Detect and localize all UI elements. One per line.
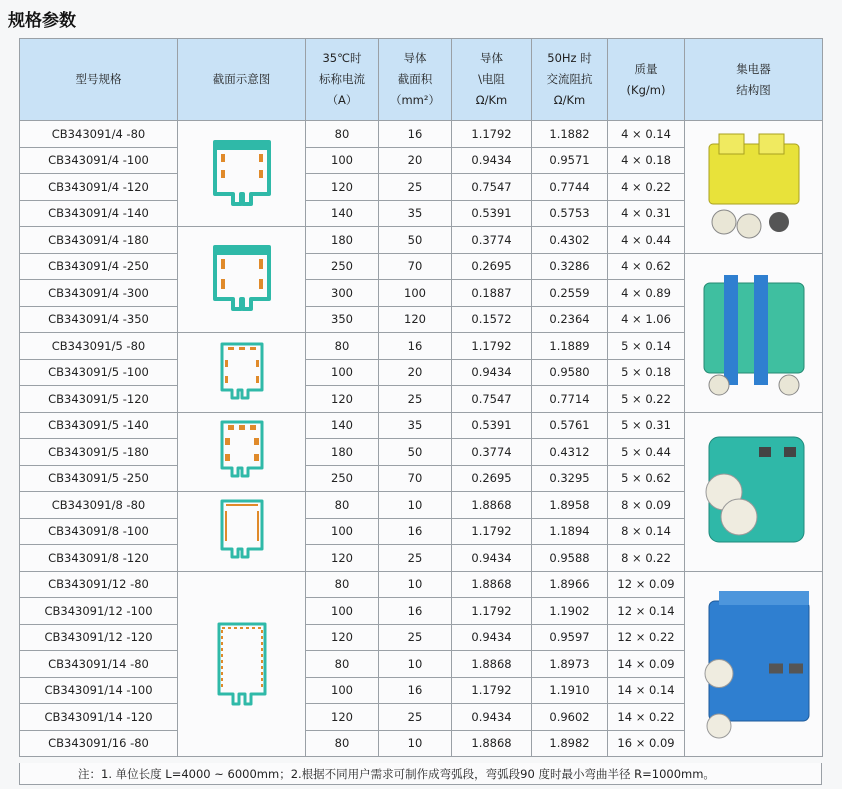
cell-current: 140 xyxy=(306,412,379,439)
cell-impedance: 1.1882 xyxy=(532,121,608,148)
table-row xyxy=(20,571,823,598)
cell-area: 10 xyxy=(379,571,452,598)
cell-model: CB343091/12 -120 xyxy=(20,624,178,651)
cell-area: 25 xyxy=(379,386,452,413)
cell-current: 80 xyxy=(306,121,379,148)
cell-model: CB343091/5 -100 xyxy=(20,359,178,386)
rail-section-multi-icon xyxy=(207,616,277,712)
cell-mass: 4 × 0.89 xyxy=(608,280,685,307)
cell-impedance: 0.3286 xyxy=(532,253,608,280)
cell-mass: 5 × 0.44 xyxy=(608,439,685,466)
collector-yellow-icon xyxy=(689,129,819,244)
cell-current: 120 xyxy=(306,624,379,651)
cell-resistance: 1.1792 xyxy=(452,518,532,545)
cell-area: 70 xyxy=(379,253,452,280)
cell-impedance: 0.9602 xyxy=(532,704,608,731)
cell-section-diagram xyxy=(178,333,306,413)
cell-current: 80 xyxy=(306,651,379,678)
cell-resistance: 0.7547 xyxy=(452,174,532,201)
cell-impedance: 1.8973 xyxy=(532,651,608,678)
cell-resistance: 0.2695 xyxy=(452,465,532,492)
cell-impedance: 1.1902 xyxy=(532,598,608,625)
cell-impedance: 0.9571 xyxy=(532,147,608,174)
cell-area: 16 xyxy=(379,518,452,545)
cell-area: 16 xyxy=(379,333,452,360)
cell-model: CB343091/12 -80 xyxy=(20,571,178,598)
cell-mass: 5 × 0.22 xyxy=(608,386,685,413)
cell-resistance: 0.9434 xyxy=(452,704,532,731)
cell-resistance: 0.9434 xyxy=(452,359,532,386)
table-header-row xyxy=(20,39,823,121)
cell-mass: 14 × 0.14 xyxy=(608,677,685,704)
cell-impedance: 1.1910 xyxy=(532,677,608,704)
cell-model: CB343091/12 -100 xyxy=(20,598,178,625)
cell-mass: 5 × 0.18 xyxy=(608,359,685,386)
cell-current: 120 xyxy=(306,545,379,572)
cell-model: CB343091/5 -140 xyxy=(20,412,178,439)
cell-collector-image xyxy=(685,571,823,757)
cell-model: CB343091/16 -80 xyxy=(20,730,178,757)
cell-impedance: 1.1889 xyxy=(532,333,608,360)
cell-impedance: 0.7744 xyxy=(532,174,608,201)
cell-mass: 14 × 0.09 xyxy=(608,651,685,678)
spec-table xyxy=(19,38,823,757)
cell-area: 120 xyxy=(379,306,452,333)
cell-section-diagram xyxy=(178,227,306,333)
cell-model: CB343091/4 -300 xyxy=(20,280,178,307)
cell-mass: 12 × 0.22 xyxy=(608,624,685,651)
cell-model: CB343091/14 -120 xyxy=(20,704,178,731)
rail-section-4-small-icon xyxy=(207,134,277,214)
cell-area: 16 xyxy=(379,598,452,625)
cell-mass: 5 × 0.14 xyxy=(608,333,685,360)
cell-model: CB343091/4 -100 xyxy=(20,147,178,174)
header-model: 型号规格 xyxy=(20,39,178,121)
cell-current: 140 xyxy=(306,200,379,227)
cell-current: 80 xyxy=(306,730,379,757)
cell-resistance: 1.8868 xyxy=(452,571,532,598)
cell-mass: 8 × 0.22 xyxy=(608,545,685,572)
cell-resistance: 1.1792 xyxy=(452,677,532,704)
footnote: 注：1. 单位长度 L=4000 ~ 6000mm；2.根据不同用户需求可制作成弯弧段，弯弧段90 度时最小弯曲半径 R=1000mm。 xyxy=(19,763,822,785)
cell-section-diagram xyxy=(178,571,306,757)
cell-current: 100 xyxy=(306,677,379,704)
cell-area: 25 xyxy=(379,545,452,572)
cell-section-diagram xyxy=(178,492,306,572)
cell-resistance: 0.3774 xyxy=(452,439,532,466)
header-section: 截面示意图 xyxy=(178,39,306,121)
cell-resistance: 0.5391 xyxy=(452,412,532,439)
cell-mass: 4 × 0.44 xyxy=(608,227,685,254)
cell-current: 120 xyxy=(306,386,379,413)
collector-blue-icon xyxy=(689,581,819,746)
cell-mass: 5 × 0.62 xyxy=(608,465,685,492)
cell-impedance: 0.9597 xyxy=(532,624,608,651)
cell-resistance: 1.8868 xyxy=(452,730,532,757)
cell-current: 300 xyxy=(306,280,379,307)
cell-section-diagram xyxy=(178,412,306,492)
cell-impedance: 1.8958 xyxy=(532,492,608,519)
header-impedance: 50Hz 时 交流阻抗 Ω/Km xyxy=(532,39,608,121)
cell-collector-image xyxy=(685,253,823,412)
cell-mass: 8 × 0.14 xyxy=(608,518,685,545)
cell-model: CB343091/4 -140 xyxy=(20,200,178,227)
cell-area: 16 xyxy=(379,677,452,704)
cell-mass: 4 × 0.22 xyxy=(608,174,685,201)
cell-resistance: 1.1792 xyxy=(452,121,532,148)
cell-current: 100 xyxy=(306,518,379,545)
cell-area: 20 xyxy=(379,147,452,174)
cell-mass: 14 × 0.22 xyxy=(608,704,685,731)
collector-green-blue-icon xyxy=(689,263,819,403)
cell-mass: 4 × 0.14 xyxy=(608,121,685,148)
cell-area: 50 xyxy=(379,227,452,254)
cell-resistance: 0.3774 xyxy=(452,227,532,254)
cell-model: CB343091/5 -250 xyxy=(20,465,178,492)
cell-area: 50 xyxy=(379,439,452,466)
cell-impedance: 0.5761 xyxy=(532,412,608,439)
cell-section-diagram xyxy=(178,121,306,227)
cell-impedance: 0.4302 xyxy=(532,227,608,254)
table-row xyxy=(20,412,823,439)
cell-model: CB343091/4 -180 xyxy=(20,227,178,254)
cell-current: 80 xyxy=(306,492,379,519)
cell-model: CB343091/5 -180 xyxy=(20,439,178,466)
cell-model: CB343091/4 -120 xyxy=(20,174,178,201)
cell-area: 100 xyxy=(379,280,452,307)
cell-impedance: 0.2364 xyxy=(532,306,608,333)
cell-model: CB343091/14 -80 xyxy=(20,651,178,678)
cell-current: 80 xyxy=(306,571,379,598)
cell-model: CB343091/5 -120 xyxy=(20,386,178,413)
collector-teal-icon xyxy=(689,422,819,562)
cell-resistance: 0.9434 xyxy=(452,545,532,572)
table-row xyxy=(20,121,823,148)
cell-area: 16 xyxy=(379,121,452,148)
cell-current: 180 xyxy=(306,439,379,466)
cell-mass: 4 × 0.62 xyxy=(608,253,685,280)
cell-mass: 4 × 1.06 xyxy=(608,306,685,333)
cell-impedance: 1.8966 xyxy=(532,571,608,598)
cell-impedance: 0.4312 xyxy=(532,439,608,466)
cell-area: 25 xyxy=(379,704,452,731)
cell-area: 35 xyxy=(379,200,452,227)
header-current: 35℃时 标称电流 （A） xyxy=(306,39,379,121)
cell-model: CB343091/4 -80 xyxy=(20,121,178,148)
cell-current: 180 xyxy=(306,227,379,254)
cell-current: 250 xyxy=(306,465,379,492)
cell-model: CB343091/8 -120 xyxy=(20,545,178,572)
cell-current: 100 xyxy=(306,359,379,386)
cell-mass: 5 × 0.31 xyxy=(608,412,685,439)
cell-mass: 12 × 0.14 xyxy=(608,598,685,625)
cell-model: CB343091/4 -350 xyxy=(20,306,178,333)
cell-mass: 8 × 0.09 xyxy=(608,492,685,519)
cell-impedance: 0.9588 xyxy=(532,545,608,572)
cell-current: 100 xyxy=(306,147,379,174)
cell-area: 10 xyxy=(379,730,452,757)
cell-current: 120 xyxy=(306,174,379,201)
cell-model: CB343091/4 -250 xyxy=(20,253,178,280)
header-area: 导体 截面积 （mm²） xyxy=(379,39,452,121)
cell-impedance: 0.9580 xyxy=(532,359,608,386)
header-collector: 集电器 结构图 xyxy=(685,39,823,121)
cell-resistance: 1.8868 xyxy=(452,651,532,678)
header-mass: 质量 (Kg/m) xyxy=(608,39,685,121)
cell-area: 10 xyxy=(379,651,452,678)
cell-model: CB343091/14 -100 xyxy=(20,677,178,704)
cell-resistance: 0.2695 xyxy=(452,253,532,280)
rail-section-5-small-icon xyxy=(212,338,272,406)
cell-area: 35 xyxy=(379,412,452,439)
cell-impedance: 1.8982 xyxy=(532,730,608,757)
cell-model: CB343091/5 -80 xyxy=(20,333,178,360)
rail-section-8-icon xyxy=(212,495,272,567)
cell-area: 25 xyxy=(379,174,452,201)
cell-resistance: 0.9434 xyxy=(452,624,532,651)
cell-current: 100 xyxy=(306,598,379,625)
cell-area: 10 xyxy=(379,492,452,519)
cell-model: CB343091/8 -80 xyxy=(20,492,178,519)
cell-resistance: 0.1572 xyxy=(452,306,532,333)
cell-area: 25 xyxy=(379,624,452,651)
rail-section-5-large-icon xyxy=(212,416,272,488)
cell-resistance: 0.5391 xyxy=(452,200,532,227)
cell-mass: 4 × 0.31 xyxy=(608,200,685,227)
cell-impedance: 0.2559 xyxy=(532,280,608,307)
cell-current: 250 xyxy=(306,253,379,280)
cell-collector-image xyxy=(685,121,823,254)
cell-current: 350 xyxy=(306,306,379,333)
cell-mass: 4 × 0.18 xyxy=(608,147,685,174)
cell-collector-image xyxy=(685,412,823,571)
cell-impedance: 0.5753 xyxy=(532,200,608,227)
cell-impedance: 1.1894 xyxy=(532,518,608,545)
cell-impedance: 0.7714 xyxy=(532,386,608,413)
cell-resistance: 0.1887 xyxy=(452,280,532,307)
cell-current: 80 xyxy=(306,333,379,360)
cell-resistance: 0.9434 xyxy=(452,147,532,174)
cell-resistance: 0.7547 xyxy=(452,386,532,413)
cell-area: 20 xyxy=(379,359,452,386)
cell-mass: 16 × 0.09 xyxy=(608,730,685,757)
cell-area: 70 xyxy=(379,465,452,492)
cell-mass: 12 × 0.09 xyxy=(608,571,685,598)
header-resistance: 导体 \电阻 Ω/Km xyxy=(452,39,532,121)
rail-section-4-large-icon xyxy=(207,239,277,321)
cell-current: 120 xyxy=(306,704,379,731)
cell-model: CB343091/8 -100 xyxy=(20,518,178,545)
cell-resistance: 1.8868 xyxy=(452,492,532,519)
cell-resistance: 1.1792 xyxy=(452,333,532,360)
table-row xyxy=(20,253,823,280)
cell-impedance: 0.3295 xyxy=(532,465,608,492)
cell-resistance: 1.1792 xyxy=(452,598,532,625)
page-title: 规格参数 xyxy=(8,11,76,31)
